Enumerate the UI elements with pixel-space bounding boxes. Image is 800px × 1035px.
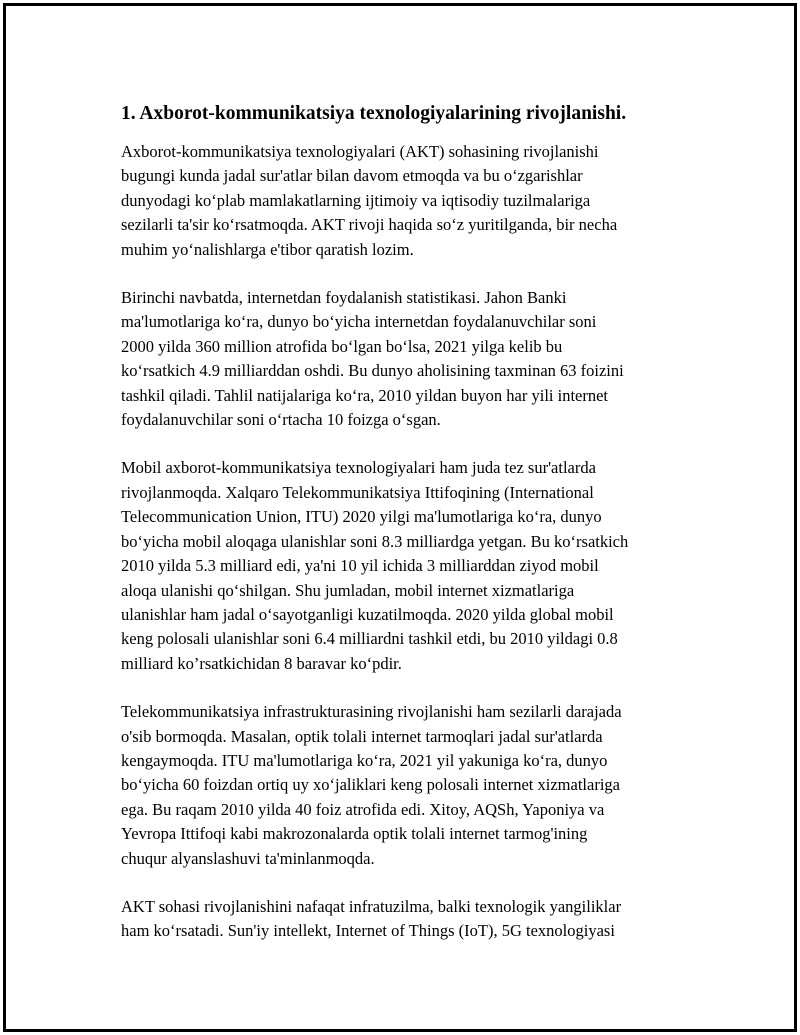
text-line: bugungi kunda jadal sur'atlar bilan davom etmoqda va bu oʻzgarishlar [121, 166, 583, 186]
paragraph-tech-innovations [121, 895, 691, 944]
text-line: ma'lumotlariga koʻra, dunyo boʻyicha internetdan foydalanuvchilar soni [121, 312, 597, 332]
text-line: muhim yoʻnalishlarga e'tibor qaratish lozim. [121, 239, 414, 259]
text-line: AKT sohasi rivojlanishini nafaqat infratuzilma, balki texnologik yangiliklar [121, 896, 622, 916]
text-line: foydalanuvchilar soni oʻrtacha 10 foizga oʻsgan. [121, 410, 441, 430]
page-border [3, 3, 797, 1032]
document-body [121, 101, 691, 968]
paragraph-telecom-infrastructure [121, 700, 691, 871]
text-line: Mobil axborot-kommunikatsiya texnologiyalari ham juda tez sur'atlarda [121, 458, 596, 478]
text-line: Yevropa Ittifoqi kabi makrozonalarda optik tolali internet tarmog'ining [121, 824, 588, 844]
text-line: keng polosali ulanishlar soni 6.4 milliardni tashkil etdi, bu 2010 yildagi 0.8 [121, 629, 618, 649]
text-line: sezilarli ta'sir koʻrsatmoqda. AKT rivoji haqida soʻz yuritilganda, bir necha [121, 215, 618, 235]
text-line: boʻyicha mobil aloqaga ulanishlar soni 8.3 milliardga yetgan. Bu koʻrsatkich [121, 531, 629, 551]
paragraph-intro [121, 140, 691, 262]
text-line: ham koʻrsatadi. Sun'iy intellekt, Internet of Things (IoT), 5G texnologiyasi [121, 921, 615, 941]
text-line: milliard ko’rsatkichidan 8 baravar koʻpdir. [121, 653, 402, 673]
text-line: boʻyicha 60 foizdan ortiq uy xoʻjaliklari keng polosali internet xizmatlariga [121, 775, 620, 795]
text-line: chuqur alyanslashuvi ta'minlanmoqda. [121, 848, 375, 868]
text-line: koʻrsatkich 4.9 milliarddan oshdi. Bu dunyo aholisining taxminan 63 foizini [121, 361, 624, 381]
text-line: 2010 yilda 5.3 milliard edi, ya'ni 10 yil ichida 3 milliarddan ziyod mobil [121, 556, 599, 576]
text-line: o'sib bormoqda. Masalan, optik tolali internet tarmoqlari jadal sur'atlarda [121, 726, 603, 746]
text-line: Telekommunikatsiya infrastrukturasining rivojlanishi ham sezilarli darajada [121, 702, 622, 722]
text-line: 2000 yilda 360 million atrofida boʻlgan boʻlsa, 2021 yilga kelib bu [121, 336, 563, 356]
paragraph-mobile-ict [121, 456, 691, 676]
paragraph-internet-statistics [121, 286, 691, 432]
text-line: ega. Bu raqam 2010 yilda 40 foiz atrofida edi. Xitoy, AQSh, Yaponiya va [121, 799, 605, 819]
text-line: Axborot-kommunikatsiya texnologiyalari (AKT) sohasining rivojlanishi [121, 142, 599, 161]
text-line: kengaymoqda. ITU ma'lumotlariga koʻra, 2021 yil yakuniga koʻra, dunyo [121, 750, 608, 770]
section-heading: 1. Axborot-kommunikatsiya texnologiyalarining rivojlanishi. [121, 103, 627, 124]
text-line: ulanishlar ham jadal oʻsayotganligi kuzatilmoqda. 2020 yilda global mobil [121, 604, 614, 624]
text-line: rivojlanmoqda. Xalqaro Telekommunikatsiya Ittifoqining (International [121, 482, 594, 502]
text-line: tashkil qiladi. Tahlil natijalariga koʻra, 2010 yildan buyon har yili internet [121, 385, 609, 405]
text-line: aloqa ulanishi qoʻshilgan. Shu jumladan, mobil internet xizmatlariga [121, 580, 575, 600]
text-line: dunyodagi koʻplab mamlakatlarning ijtimoiy va iqtisodiy tuzilmalariga [121, 190, 591, 210]
text-line: Birinchi navbatda, internetdan foydalanish statistikasi. Jahon Banki [121, 288, 567, 308]
text-line: Telecommunication Union, ITU) 2020 yilgi ma'lumotlariga koʻra, dunyo [121, 507, 602, 527]
